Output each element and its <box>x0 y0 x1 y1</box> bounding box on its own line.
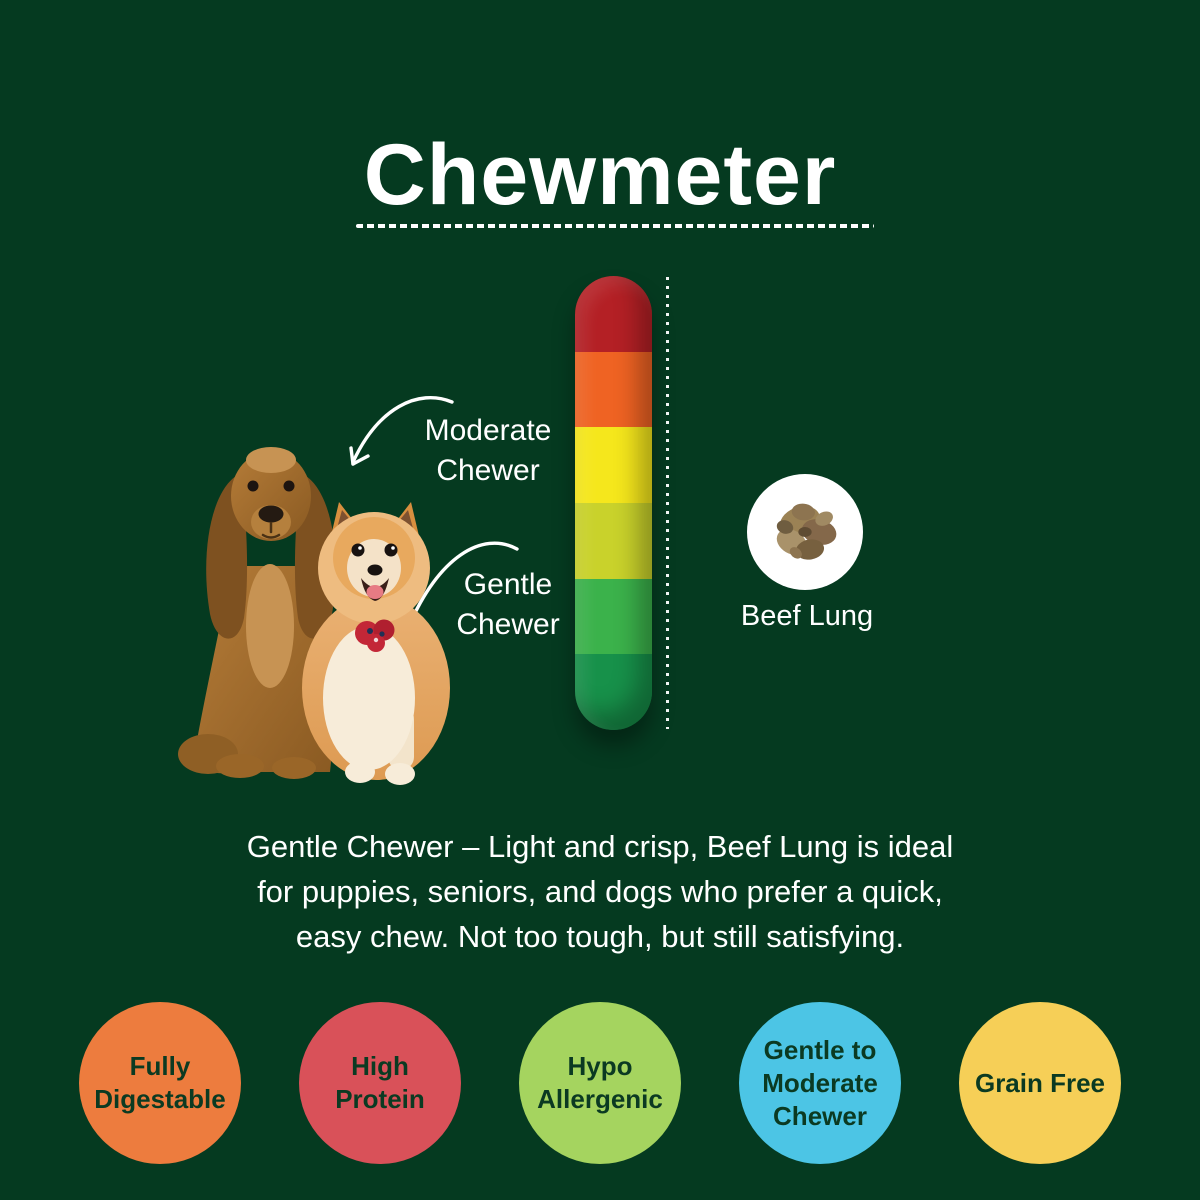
beef-lung-treats-image <box>755 482 855 582</box>
pomeranian <box>302 502 450 785</box>
gentle-chewer-label: Gentle Chewer <box>456 568 560 641</box>
description-line: easy chew. Not too tough, but still satisfying. <box>295 919 905 954</box>
feature-badges-row <box>0 1002 1200 1164</box>
badge-hypo-allergenic: Hypo Allergenic <box>519 1002 681 1164</box>
moderate-chewer-label: Moderate Chewer <box>424 414 552 487</box>
dogs-photo <box>170 426 462 788</box>
badge-high-protein: High Protein <box>299 1002 461 1164</box>
badge-fully-digestable: Fully Digestable <box>79 1002 241 1164</box>
page-title: Chewmeter <box>363 127 837 223</box>
product-name-label: Beef Lung <box>740 600 874 632</box>
title-dashed-divider <box>356 224 874 228</box>
meter-segment-softest <box>575 654 652 730</box>
description-line: Gentle Chewer – Light and crisp, Beef Lung is ideal <box>246 829 954 864</box>
product-description <box>0 824 1200 959</box>
chew-meter-gauge <box>575 276 652 730</box>
description-line: for puppies, seniors, and dogs who prefer a quick, <box>257 874 943 909</box>
meter-segment-firm <box>575 352 652 428</box>
meter-segment-hard <box>575 276 652 352</box>
meter-segment-moderate <box>575 427 652 503</box>
beef-lung-photo-circle <box>747 474 863 590</box>
badge-grain-free: Grain Free <box>959 1002 1121 1164</box>
meter-dotted-axis <box>666 277 669 729</box>
badge-gentle-to-moderate-chewer: Gentle to Moderate Chewer <box>739 1002 901 1164</box>
